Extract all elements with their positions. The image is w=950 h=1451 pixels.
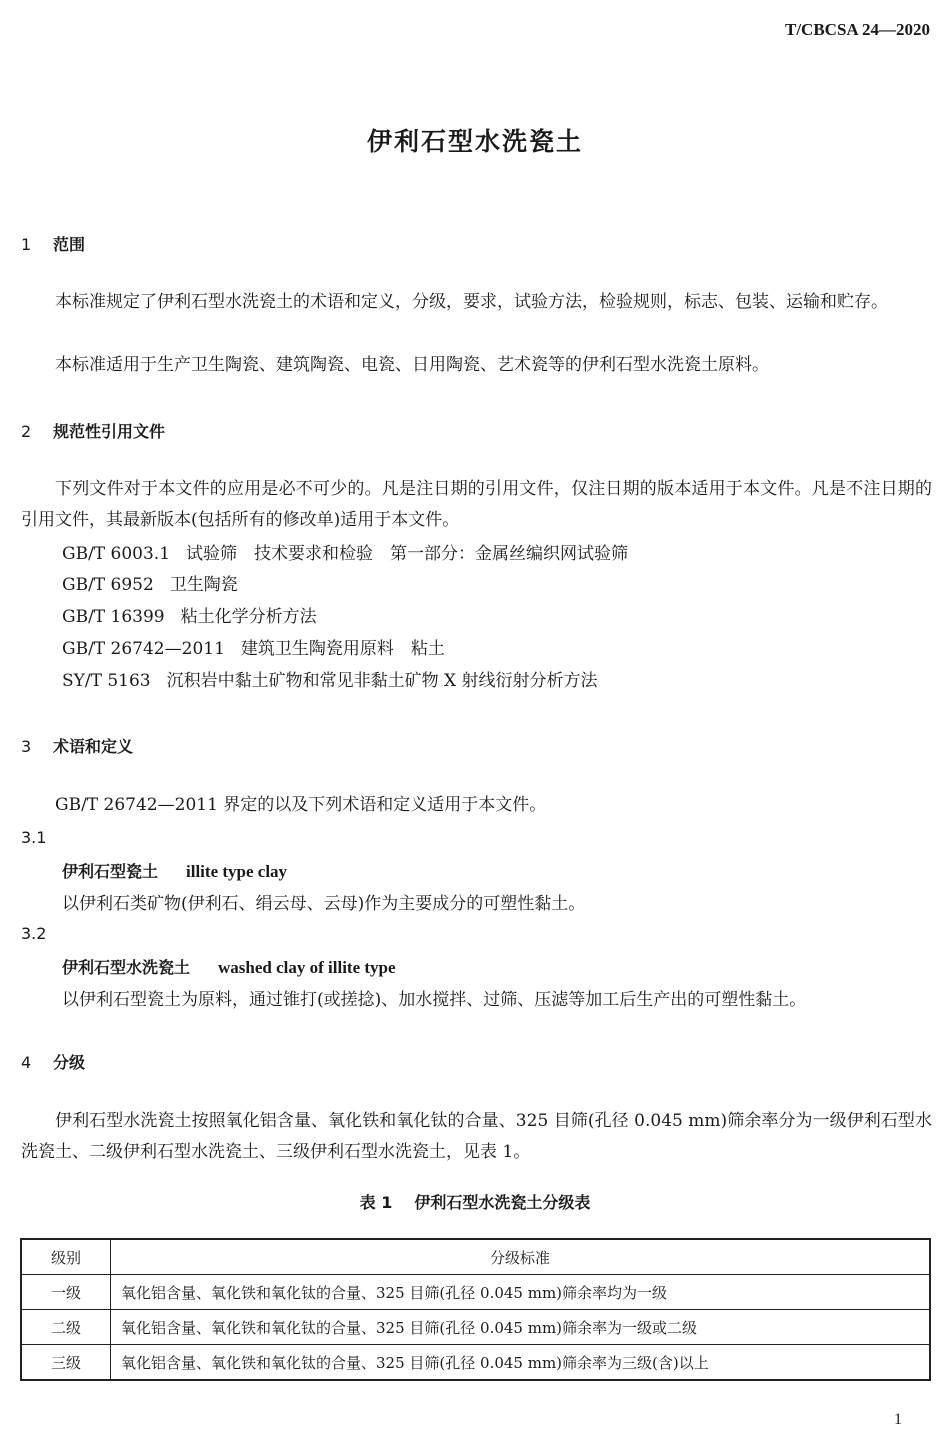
reference-item <box>62 539 628 564</box>
term-definition: 以伊利石类矿物(伊利石、绢云母、云母)作为主要成分的可塑性黏土。 <box>62 894 586 914</box>
reference-item <box>62 634 445 659</box>
section-1-heading <box>21 232 85 255</box>
term-definition: 以伊利石型瓷土为原料，通过锥打(或搓捻)、加水搅拌、过筛、压滤等加工后生产出的可塑性黏土。 <box>62 990 807 1010</box>
term-entry <box>62 955 396 978</box>
section-4-heading <box>21 1050 85 1073</box>
reference-title: 建筑卫生陶瓷用原料 粘土 <box>240 639 445 659</box>
reference-code: GB/T 6952 <box>62 575 154 595</box>
reference-code: GB/T 16399 <box>62 607 165 627</box>
term-entry <box>62 859 287 882</box>
term-zh: 伊利石型瓷土 <box>62 862 159 881</box>
table-row <box>21 1345 930 1381</box>
grading-table <box>20 1238 931 1381</box>
page-number: 1 <box>894 1411 902 1428</box>
section-title: 术语和定义 <box>53 737 134 756</box>
standard-code-header: T/CBCSA 24—2020 <box>785 20 930 39</box>
terms-intro-paragraph: GB/T 26742—2011 界定的以及下列术语和定义适用于本文件。 <box>55 795 547 815</box>
table-row <box>21 1310 930 1345</box>
scope-paragraph-2: 本标准适用于生产卫生陶瓷、建筑陶瓷、电瓷、日用陶瓷、艺术瓷等的伊利石型水洗瓷土原料。 <box>55 355 769 375</box>
term-en: illite type clay <box>186 862 288 881</box>
reference-title: 试验筛 技术要求和检验 第一部分：金属丝编织网试验筛 <box>186 544 629 564</box>
section-title: 范围 <box>53 235 86 254</box>
normative-references-paragraph: 下列文件对于本文件的应用是必不可少的。凡是注日期的引用文件，仅注日期的版本适用于本文件。凡是不注日期的引用文件，其最新版本(包括所有的修改单)适用于本文件。 <box>21 479 932 530</box>
section-number: 3 <box>21 737 32 756</box>
section-number: 1 <box>21 235 32 254</box>
reference-code: GB/T 26742—2011 <box>62 639 225 659</box>
reference-item <box>62 602 317 627</box>
reference-title: 沉积岩中黏土矿物和常见非黏土矿物 X 射线衍射分析方法 <box>166 671 598 691</box>
term-en: washed clay of illite type <box>218 958 396 977</box>
section-title: 分级 <box>53 1053 86 1072</box>
table-row <box>21 1275 930 1310</box>
criteria-cell: 氧化铝含量、氧化铁和氧化钛的合量、325 目筛(孔径 0.045 mm)筛余率均为一级 <box>111 1275 931 1310</box>
section-number: 2 <box>21 422 32 441</box>
grading-paragraph: 伊利石型水洗瓷土按照氧化铝含量、氧化铁和氧化钛的合量、325 目筛(孔径 0.045 mm)筛余率分为一级伊利石型水洗瓷土、二级伊利石型水洗瓷土、三级伊利石型水洗瓷土，见表 1。 <box>21 1111 932 1162</box>
section-3-heading <box>21 734 133 757</box>
grade-cell: 三级 <box>21 1345 111 1381</box>
term-zh: 伊利石型水洗瓷土 <box>62 958 191 977</box>
table-number: 表 1 <box>359 1193 393 1212</box>
criteria-cell: 氧化铝含量、氧化铁和氧化钛的合量、325 目筛(孔径 0.045 mm)筛余率为三级(含)以上 <box>111 1345 931 1381</box>
grade-cell: 二级 <box>21 1310 111 1345</box>
reference-item <box>62 666 598 691</box>
table-header-row <box>21 1239 930 1275</box>
column-header-grade: 级别 <box>21 1239 111 1275</box>
table-caption <box>0 1190 950 1213</box>
reference-title: 粘土化学分析方法 <box>180 607 317 627</box>
grade-cell: 一级 <box>21 1275 111 1310</box>
scope-paragraph-1: 本标准规定了伊利石型水洗瓷土的术语和定义，分级，要求，试验方法，检验规则，标志、包装、运输和贮存。 <box>55 292 888 312</box>
criteria-cell: 氧化铝含量、氧化铁和氧化钛的合量、325 目筛(孔径 0.045 mm)筛余率为一级或二级 <box>111 1310 931 1345</box>
section-number: 4 <box>21 1053 32 1072</box>
column-header-criteria: 分级标准 <box>111 1239 931 1275</box>
term-number: 3.2 <box>21 924 47 943</box>
section-title: 规范性引用文件 <box>53 422 166 441</box>
reference-code: GB/T 6003.1 <box>62 544 171 564</box>
table-title: 伊利石型水洗瓷土分级表 <box>414 1193 591 1212</box>
section-2-heading <box>21 419 165 442</box>
reference-code: SY/T 5163 <box>62 671 151 691</box>
reference-item <box>62 570 238 595</box>
document-title: 伊利石型水洗瓷土 <box>366 127 583 156</box>
term-number: 3.1 <box>21 828 47 847</box>
reference-title: 卫生陶瓷 <box>169 575 238 595</box>
